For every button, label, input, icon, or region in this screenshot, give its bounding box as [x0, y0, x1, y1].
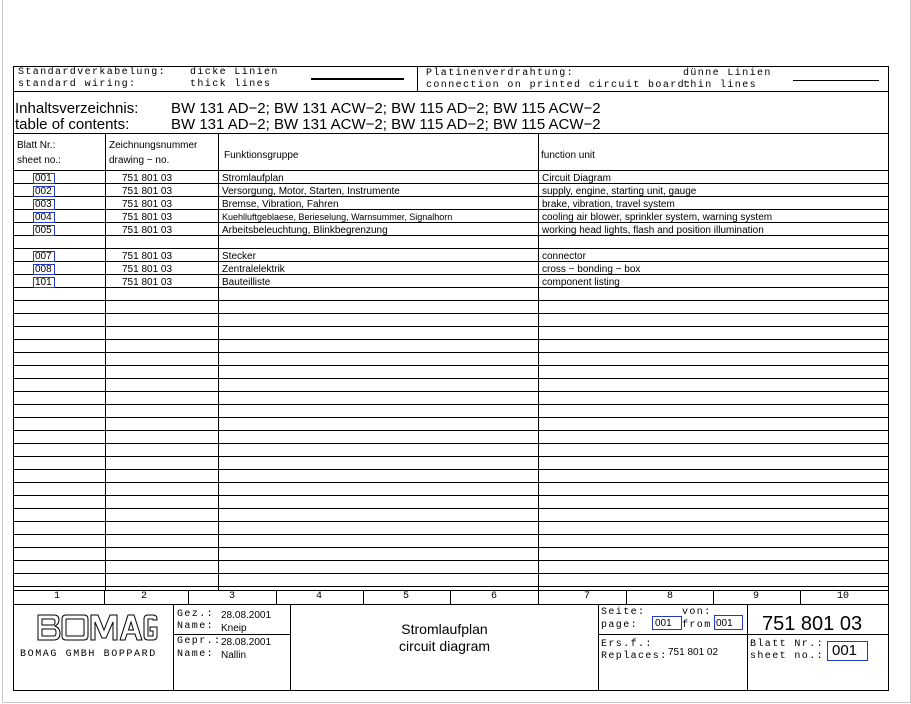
grid-line	[105, 133, 106, 590]
drawing-number: 751 801 03	[762, 613, 863, 635]
col-sheet-de: Blatt Nr.:	[17, 140, 56, 151]
col-drawing-de: Zeichnungsnummer	[109, 140, 198, 151]
col-sheet-en: sheet no.:	[17, 155, 61, 166]
grid-line	[218, 133, 219, 590]
grid-line	[13, 521, 888, 522]
grid-line	[538, 590, 539, 604]
legend-thick-en: thick lines	[190, 79, 272, 90]
row-unit: supply, engine, starting unit, gauge	[542, 186, 697, 197]
thin-line-sample	[793, 80, 879, 81]
grid-line	[13, 404, 888, 405]
legend-std-en: standard wiring:	[18, 79, 137, 90]
grid-line	[13, 391, 888, 392]
gepr-name: Nallin	[221, 650, 247, 661]
grid-line	[13, 469, 888, 470]
ersf-label: Ers.f.:	[601, 639, 653, 650]
legend-pcb-en: connection on printed circuit board:	[426, 80, 693, 91]
grid-line	[626, 590, 627, 604]
grid-line	[713, 590, 714, 604]
row-sheet-no[interactable]: 002	[33, 186, 55, 197]
tb-divider	[598, 604, 599, 690]
grid-line	[13, 508, 888, 509]
von-label: von:	[682, 607, 712, 618]
grid-line	[276, 590, 277, 604]
thick-line-sample	[311, 78, 404, 80]
sheetno-label: sheet no.:	[750, 651, 825, 662]
column-number: 1	[53, 591, 60, 602]
row-sheet-no[interactable]: 005	[33, 225, 55, 236]
row-group: Bremse, Vibration, Fahren	[222, 199, 339, 210]
toc-title-de: Inhaltsverzeichnis:	[15, 100, 139, 117]
column-number: 9	[752, 591, 759, 602]
gez-label: Gez.:	[177, 609, 215, 620]
replaces-value: 751 801 02	[668, 647, 719, 658]
legend-thick-de: dicke Linien	[190, 67, 279, 78]
row-group: Versorgung, Motor, Starten, Instrumente	[222, 186, 400, 197]
legend-thin-de: dünne Linien	[683, 68, 772, 79]
grid-line	[13, 339, 888, 340]
grid-line	[104, 590, 105, 604]
row-drawing-no: 751 801 03	[122, 186, 173, 197]
column-number: 4	[315, 591, 322, 602]
column-number: 8	[666, 591, 673, 602]
seite-label: Seite:	[601, 607, 646, 618]
row-group: Stromlaufplan	[222, 173, 284, 184]
grid-line	[800, 590, 801, 604]
row-drawing-no: 751 801 03	[122, 173, 173, 184]
legend-std-de: Standardverkabelung:	[18, 67, 167, 78]
sheet-value: 001	[832, 642, 858, 659]
grid-line	[450, 590, 451, 604]
row-group: Bauteilliste	[222, 277, 271, 288]
row-group: Stecker	[222, 251, 256, 262]
page-label: page:	[601, 620, 639, 631]
row-group: Arbeitsbeleuchtung, Blinkbegrenzung	[222, 225, 388, 236]
col-drawing-en: drawing − no.	[109, 155, 170, 166]
drawing-title-de: Stromlaufplan	[401, 621, 488, 637]
column-number: 6	[490, 591, 497, 602]
grid-line	[188, 590, 189, 604]
row-group: Kuehlluftgeblaese, Berieselung, Warnsummer, Signalhorn	[222, 212, 453, 222]
grid-line	[13, 248, 888, 249]
row-drawing-no: 751 801 03	[122, 212, 173, 223]
toc-title-en: table of contents:	[15, 116, 130, 133]
row-unit: component listing	[542, 277, 620, 288]
col-group: Funktionsgruppe	[224, 150, 299, 161]
row-group: Zentralelektrik	[222, 264, 285, 275]
row-sheet-no[interactable]: 001	[33, 173, 55, 184]
replaces-label: Replaces:	[601, 651, 668, 662]
row-sheet-no[interactable]: 007	[33, 251, 55, 262]
grid-line	[13, 378, 888, 379]
grid-line	[13, 547, 888, 548]
row-unit: brake, vibration, travel system	[542, 199, 675, 210]
row-drawing-no: 751 801 03	[122, 199, 173, 210]
grid-line	[13, 534, 888, 535]
grid-line	[363, 590, 364, 604]
grid-line	[13, 313, 888, 314]
grid-line	[13, 456, 888, 457]
col-unit: function unit	[541, 150, 595, 161]
grid-line	[13, 482, 888, 483]
toc-models-de: BW 131 AD−2; BW 131 ACW−2; BW 115 AD−2; BW 115 ACW−2	[171, 100, 601, 117]
column-number: 2	[140, 591, 147, 602]
grid-line	[13, 326, 888, 327]
blatt-label: Blatt Nr.:	[750, 639, 825, 650]
column-number: 3	[228, 591, 235, 602]
grid-line	[13, 300, 888, 301]
row-sheet-no[interactable]: 008	[33, 264, 55, 275]
toc-bottom-line	[13, 133, 888, 134]
grid-line	[13, 352, 888, 353]
from-value: 001	[716, 618, 733, 629]
from-label: from:	[682, 620, 720, 631]
tb-divider	[173, 634, 290, 635]
drawing-title-en: circuit diagram	[398, 638, 491, 654]
gepr-label: Gepr.:	[177, 636, 222, 647]
company-name: BOMAG GMBH BOPPARD	[20, 649, 157, 660]
legend-pcb-de: Platinenverdrahtung:	[426, 68, 575, 79]
grid-line	[13, 430, 888, 431]
row-unit: cooling air blower, sprinkler system, warning system	[542, 212, 773, 223]
row-unit: connector	[542, 251, 586, 262]
gez-name: Kneip	[221, 623, 247, 634]
row-drawing-no: 751 801 03	[122, 277, 173, 288]
grid-line	[13, 443, 888, 444]
grid-line	[538, 133, 539, 590]
grid-line	[13, 365, 888, 366]
grid-line	[13, 573, 888, 574]
name-label: Name:	[177, 649, 215, 660]
bomag-logo	[36, 613, 158, 643]
row-drawing-no: 751 801 03	[122, 251, 173, 262]
grid-line	[13, 495, 888, 496]
row-unit: Circuit Diagram	[542, 173, 611, 184]
toc-models-en: BW 131 AD−2; BW 131 ACW−2; BW 115 AD−2; BW 115 ACW−2	[171, 116, 601, 133]
grid-line	[13, 170, 888, 171]
grid-line	[13, 560, 888, 561]
gez-date: 28.08.2001	[221, 610, 272, 621]
grid-line	[13, 586, 888, 587]
row-drawing-no: 751 801 03	[122, 225, 173, 236]
column-strip-bottom	[13, 604, 888, 605]
column-number: 10	[836, 591, 849, 602]
row-unit: cross − bonding − box	[542, 264, 641, 275]
row-sheet-no[interactable]: 101	[33, 277, 55, 288]
row-sheet-no[interactable]: 004	[33, 212, 55, 223]
tb-divider	[173, 604, 174, 690]
legend-divider	[417, 66, 418, 91]
column-number: 7	[583, 591, 590, 602]
row-drawing-no: 751 801 03	[122, 264, 173, 275]
row-sheet-no[interactable]: 003	[33, 199, 55, 210]
name-label: Name:	[177, 621, 215, 632]
grid-line	[13, 417, 888, 418]
gepr-date: 28.08.2001	[221, 637, 272, 648]
legend-thin-en: thin lines	[683, 80, 758, 91]
legend-bottom-line	[13, 91, 888, 92]
column-number: 5	[402, 591, 409, 602]
row-unit: working head lights, flash and position illumination	[542, 225, 764, 236]
tb-divider	[747, 604, 748, 690]
page-value: 001	[655, 618, 672, 629]
